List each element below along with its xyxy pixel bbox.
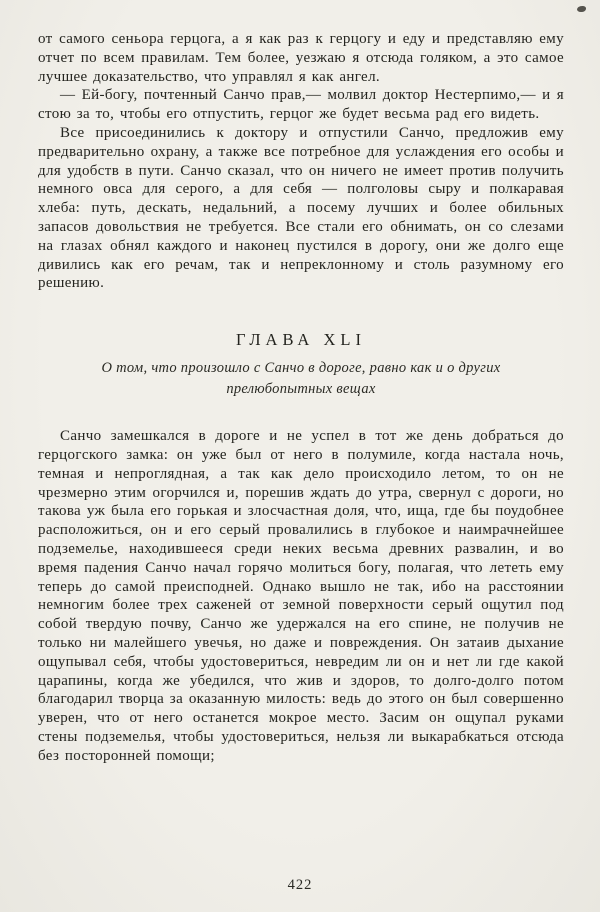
paragraph: — Ей-богу, почтенный Санчо прав,— молвил доктор Нестерпимо,— и я стою за то, чтобы его отпустить, герцог же будет весьма рад его видеть. xyxy=(38,87,564,123)
chapter-heading: ГЛАВА XLI xyxy=(236,330,366,350)
paragraph: от самого сеньора герцога, а я как раз к герцогу и еду и представляю ему отчет по всем правилам. Тем более, уезжаю я отсюда голяком, а это самое лучшее доказательство, что управлял я как ангел. xyxy=(38,31,564,85)
body-text-lower xyxy=(38,427,564,765)
body-text-upper xyxy=(38,30,564,293)
paragraph: Санчо замешкался в дороге и не успел в тот же день добраться до герцогского замка: он уже был от него в полумиле, когда настала ночь, темная и непроглядная, а так как дело происходило летом, то он не чрезмерно этим огорчился и, порешив ждать до утра, свернул с дороги, но такова уж была его горькая и злосчастная доля, что, ища, где бы поудобнее расположиться, он и его серый провалились в глубокое и наимрачнейшее подземелье, находившееся среди неких весьма древних развалин, и во время падения Санчо начал горячо молиться богу, полагая, что лететь ему теперь до самой преисподней. Однако вышло не так, ибо на расстоянии немногим более трех саженей от земной поверхности серый ощутил под собой твердую почву, Санчо же удержался на его спине, не получив не только ни малейшего увечья, но даже и повреждения. Он затаив дыхание ощупывал себя, чтобы удостовериться, невредим ли он и нет ли где какой царапины, когда же убедился, что жив и здоров, то долго-долго потом благодарил творца за оказанную милость: ведь до этого он был совершенно уверен, что от него останется мокрое место. Засим он ощупал руками стены подземелья, чтобы удостовериться, нельзя ли выкарабкаться отсюда без посторонней помощи; xyxy=(38,428,564,764)
page-number: 422 xyxy=(287,877,313,893)
paragraph: Все присоединились к доктору и отпустили Санчо, предложив ему предварительно охрану, а также все потребное для услаждения его особы и для удобств в пути. Санчо сказал, что он ничего не имеет против получить немного овса для серого, а для себя — полголовы сыру и полкаравая хлеба: путь, дескать, недальний, а посему лучших и более обильных запасов довольствия не требуется. Все стали его обнимать, он со слезами на глазах обнял каждого и наконец пустился в дорогу, они же долго еще дивились как его речам, так и непреклонному и столь разумному его решению. xyxy=(38,124,564,292)
chapter-subtitle: О том, что произошло с Санчо в дороге, равно как и о других прелюбопытных вещах xyxy=(101,360,501,398)
ink-speck xyxy=(577,6,586,12)
